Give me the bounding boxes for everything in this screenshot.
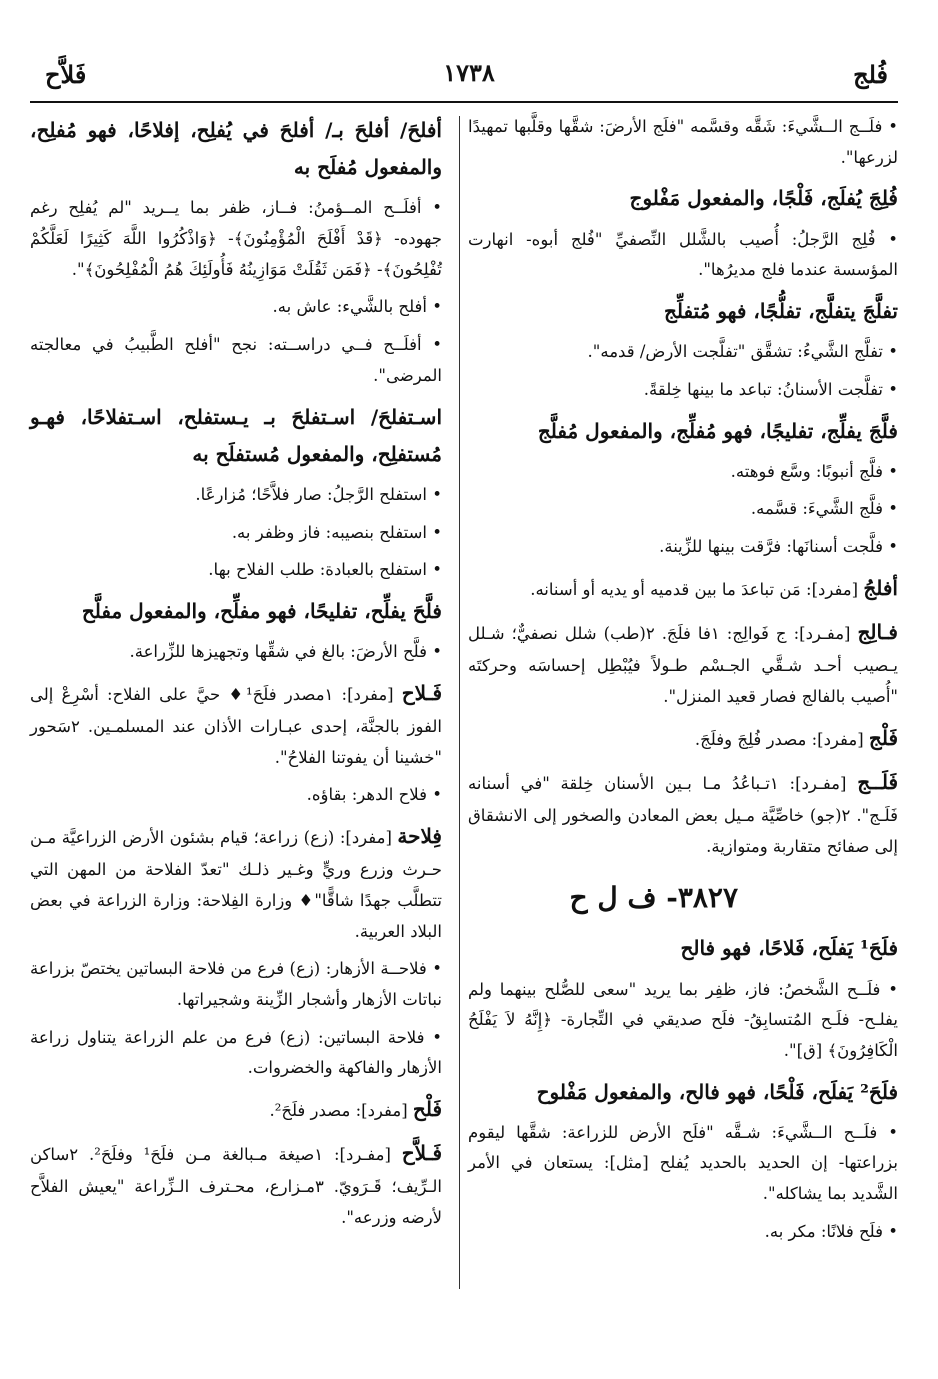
sense-entry: • فلَــج الــشَّيءَ: شَقَّه وقسَّمه "فلَج الأرضَ: شقَّها وقلَّبها تمهيدًا لزرعها".	[468, 112, 898, 173]
sense-entry: • فلَــح الشَّخصُ: فاز، ظفِر بما يريد "سعى للصُّلح بينهما ولم يفلـح- فلَـح المُتسابِقُ- فلَح صديقي في التِّجارة- ﴿إِنَّهُ لاَ يَفْلَحُ الْكَافِرُونَ﴾ [ق]".	[468, 975, 898, 1067]
entry-definition: [مفرد]: ١مصدر فلَحَ¹♦ حيَّ على الفلاح: أسْرِعْ إلى الفوز بالجنَّة، إحدى عبـارات الأذان عند المسلمـين. ٢سَحور "خشينا أن يفوتنا الفلاحُ".	[30, 684, 442, 767]
sense-entry: • تفلَّج الشَّيءُ: تشقَّق "تفلَّجت الأرض/ قدمه".	[468, 337, 898, 368]
section-heading: ٣٨٢٧- ف ل ح	[569, 881, 738, 915]
entry-headword: أفلجُ	[863, 575, 898, 600]
sense-entry: • فلَّج أنبوبًا: وسَّع فوهته.	[468, 457, 898, 488]
sense-entry: • تفلَّجت الأسنانُ: تباعد ما بينها خِلقةً.	[468, 375, 898, 406]
headword-line: فلَّجَ يفلِّج، تفليجًا، فهو مُفلِّج، والمفعول مُفلَّج	[537, 418, 898, 443]
entry-definition: [مفرد]: مَن تباعدَ ما بين قدميه أو يديه أو أسنانه.	[530, 579, 864, 599]
sense-entry: • فُلِج الرَّجلُ: أُصيب بالشَّلل النِّصفيِّ "فُلج أبوه- انهارت المؤسسة عندما فلج مديرُها".	[468, 225, 898, 286]
sense-entry: • أفلح بالشَّيء: عاش به.	[30, 292, 442, 323]
entry-headword: فَلْج	[868, 725, 898, 750]
entry-definition: [مفرد]: (زع) زراعة؛ قيام بشئون الأرض الزراعيَّة مـن حـرث وزرع وريٍّ وغـير ذلـك "تعدّ الفلاحة من المهن التي تتطلَّب جهدًا شاقًّا"♦ وزارة الفِلاحة: وزارة الزراعة في بعض البلاد العربية.	[30, 828, 442, 941]
headword-line: فلَحَ² يَفلَح، فَلْحًا، فهو فالح، والمفعول مَفْلوح	[536, 1079, 898, 1104]
derived-entry	[468, 764, 898, 863]
headword-line: فلَحَ¹ يَفلَح، فَلاحًا، فهو فالح	[680, 936, 898, 961]
entry-definition: [مفـرد]: ١صيغة مـبالغة مـن فلَحَ¹ وفلَحَ². ٢ساكن الـرِّيف؛ قَـرَويّ. ٣مـزارع، محـترف الـزِّراعة "يعيش الفلاَّح لأرضه وزرعه".	[30, 1145, 442, 1228]
entry-headword: فَـلاَّح	[401, 1141, 442, 1166]
derived-entry	[468, 614, 898, 713]
header-guide-word-right: فُلج	[853, 60, 888, 89]
sense-entry: • فلَــح الــشَّيءَ: شـقَّه "فلَح الأرض للزراعة: شقَّها ليقوم بزراعتها- إن الحديد بالحديد يُفلح [مثل]: يستعان في الأمر الشَّديد بما يشاكله".	[468, 1118, 898, 1210]
sense-entry: • فلاحــة الأزهار: (زع) فرع من فلاحة البساتين يختصّ بزراعة نباتات الأزهار وأشجار الزِّينة وشجيراتها.	[30, 954, 442, 1015]
entry-headword: فَلَــج	[857, 769, 898, 794]
entry-definition: [مفرد]: مصدر فُلِجَ وفلَجَ.	[694, 729, 869, 749]
derived-entry	[30, 1135, 442, 1234]
sense-entry: • فلَّج الشَّيءَ: قسَّمه.	[468, 494, 898, 525]
derived-entry	[468, 570, 898, 607]
entry-headword: فـالِج	[857, 619, 898, 644]
sense-entry: • أفلَــح فــي دراســته: نجح "أفلح الطَّبيبُ في معالجته المرضى".	[30, 330, 442, 391]
sense-entry: • فلَح فلانًا: مكر به.	[468, 1217, 898, 1248]
sense-entry: • فلَّح الأرضَ: بالغ في شقِّها وتجهيزها للزِّراعة.	[30, 637, 442, 668]
headword-line: فلَّحَ يفلِّح، تفليحًا، فهو مفلِّح، والمفعول مفلَّح	[81, 598, 442, 623]
page-number: ١٧٣٨	[443, 58, 495, 87]
right-column	[468, 112, 898, 1255]
headword-line: أفلحَ/ أفلحَ بـ/ أفلحَ في يُفلِح، إفلاحًا، فهو مُفلِح، والمفعول مُفلَح به	[30, 118, 442, 180]
headword-line: اسـتفلحَ/ اسـتفلحَ بـ يـستفلح، اسـتفلاحًا، فهـو مُستفلِح، والمفعول مُستفلَح به	[30, 404, 442, 466]
left-column	[30, 112, 442, 1241]
entry-definition: [مفـرد]: ج فَوالِج: ١فا فلَجَ. ٢(طب) شلل نصفيٌّ؛ شـلل يـصيب أحـد شـقَّي الجـسْم طـولاً فيُبْطِل إحساسَه وحركتَه "أُصيب بالفالج فصار قعيد المنزل".	[468, 623, 898, 706]
derived-entry	[30, 818, 442, 947]
derived-entry	[468, 720, 898, 757]
header-divider	[30, 101, 898, 103]
derived-entry	[30, 675, 442, 774]
entry-headword: فَلْح	[412, 1097, 442, 1122]
headword-line: تفلَّجَ يتفلَّج، تفلُّجًا، فهو مُتفلِّج	[663, 298, 898, 323]
page-header	[30, 58, 908, 98]
column-divider	[459, 116, 460, 1289]
sense-entry: • استفلح بنصيبه: فاز وظفر به.	[30, 518, 442, 549]
sense-entry: • استفلح الرَّجلُ: صار فلاَّحًا؛ مُزارعًا.	[30, 480, 442, 511]
entry-definition: [مفرد]: مصدر فلَحَ².	[269, 1101, 413, 1121]
derived-entry	[30, 1091, 442, 1128]
header-guide-word-left: فَلاَّح	[45, 60, 87, 89]
sense-entry: • فلَّجت أسنانَها: فرَّقت بينها للزِّينة.	[468, 532, 898, 563]
entry-definition: [مفـرد]: ١تـباعُدُ مـا بـين الأسنان خِلقة "في أسنانه فَلَـج". ٢(جو) خاصِّيَّة مـيل بعض المعادن والصخور إلى الانشقاق إلى صفائح متقاربة ومتوازية.	[468, 773, 898, 856]
sense-entry: • فلاح الدهر: بقاؤه.	[30, 780, 442, 811]
sense-entry: • فلاحة البساتين: (زع) فرع من علم الزراعة يتناول زراعة الأزهار والفاكهة والخضروات.	[30, 1023, 442, 1084]
sense-entry: • استفلح بالعبادة: طلب الفلاح بها.	[30, 555, 442, 586]
sense-entry: • أفلَــح المــؤمنُ: فــاز، ظفر بما يــريد "لم يُفلِح رغم جهوده- ﴿قَدْ أَفْلَحَ الْمُؤْمِنُونَ﴾- ﴿وَاذْكُرُوا اللَّهَ كَثِيرًا لَعَلَّكُمْ تُفْلِحُونَ﴾- ﴿فَمَن ثَقُلَتْ مَوَازِينُهُ فَأُولَئِكَ هُمُ الْمُفْلِحُونَ﴾".	[30, 193, 442, 285]
entry-headword: فَـلاح	[401, 680, 442, 705]
entry-headword: فِلاحة	[397, 824, 442, 849]
headword-line: فُلِجَ يُفلَج، فَلْجًا، والمفعول مَفْلوج	[629, 186, 898, 211]
